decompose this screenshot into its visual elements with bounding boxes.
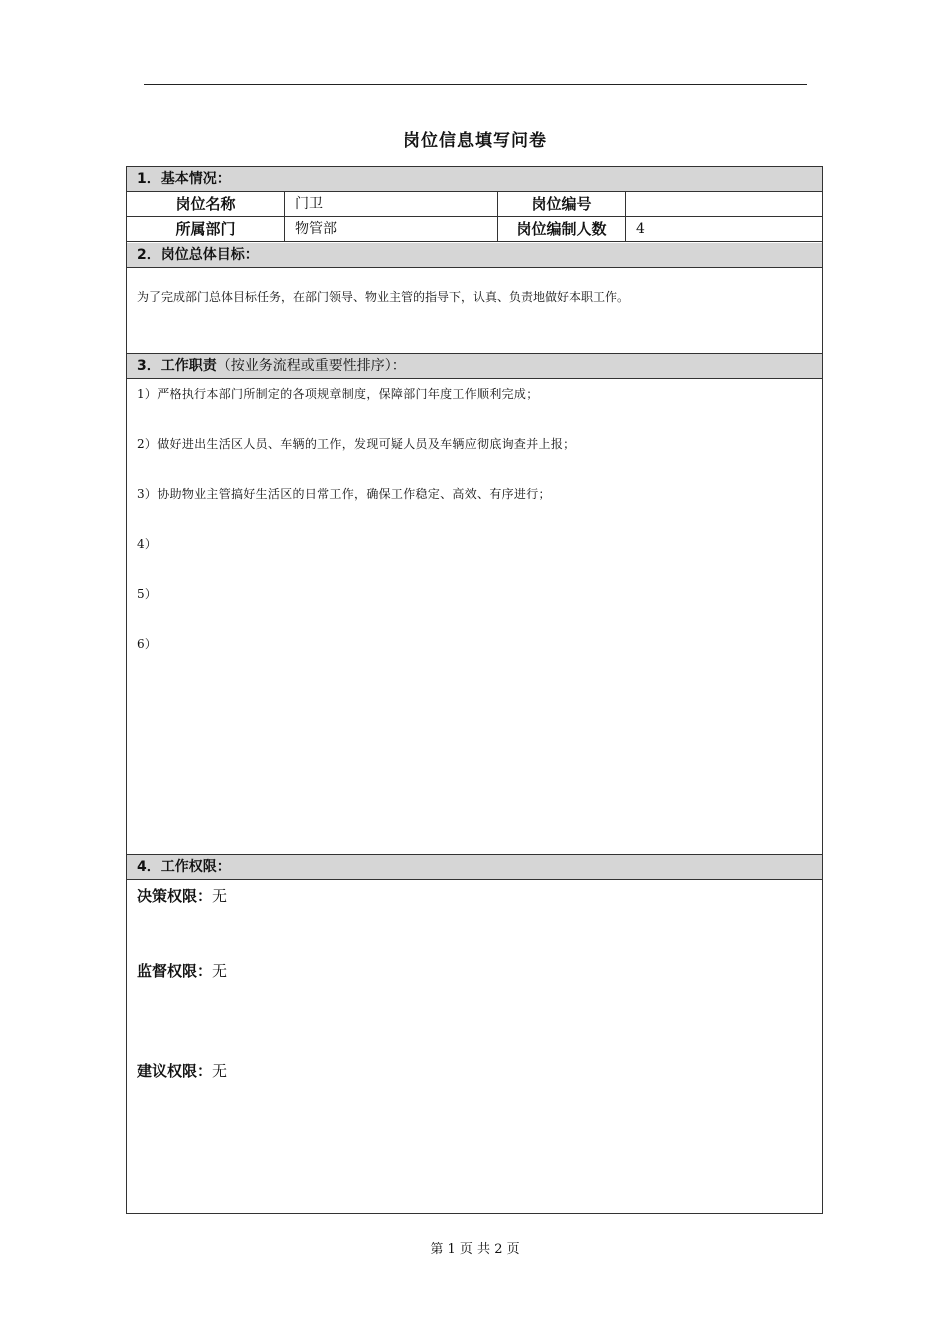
responsibilities-heading-bold: 3．工作职责 — [137, 358, 217, 374]
suggestion-authority-value: 无 — [212, 1062, 228, 1080]
decision-authority-value: 无 — [212, 887, 228, 905]
duty-item: 4） — [137, 537, 158, 551]
decision-authority-label: 决策权限： — [137, 887, 213, 905]
basic-info-row-2 — [127, 217, 822, 242]
duty-item: 5） — [137, 587, 158, 601]
decision-authority — [137, 885, 227, 906]
section-responsibilities-heading — [127, 354, 822, 379]
header-rule — [144, 84, 807, 85]
section-basic-info-heading: 1．基本情况： — [127, 167, 822, 192]
headcount-value: 4 — [625, 217, 822, 241]
duty-item: 2）做好进出生活区人员、车辆的工作，发现可疑人员及车辆应彻底询查并上报； — [137, 437, 576, 451]
headcount-label: 岗位编制人数 — [497, 217, 625, 241]
responsibilities-heading-note: （按业务流程或重要性排序）： — [216, 358, 406, 374]
responsibilities-box — [127, 379, 822, 855]
department-value: 物管部 — [284, 217, 497, 241]
suggestion-authority-label: 建议权限： — [137, 1062, 213, 1080]
duty-item: 1）严格执行本部门所制定的各项规章制度，保障部门年度工作顺利完成； — [137, 387, 539, 401]
supervision-authority-value: 无 — [212, 962, 228, 980]
questionnaire-form — [126, 166, 823, 1214]
section-overall-goal-heading: 2．岗位总体目标： — [127, 243, 822, 268]
duty-item: 3）协助物业主管搞好生活区的日常工作，确保工作稳定、高效、有序进行； — [137, 487, 551, 501]
supervision-authority-label: 监督权限： — [137, 962, 213, 980]
document-title: 岗位信息填写问卷 — [403, 131, 547, 151]
position-name-label: 岗位名称 — [175, 195, 236, 213]
suggestion-authority — [137, 1060, 227, 1081]
position-name-value: 门卫 — [284, 192, 497, 216]
supervision-authority — [137, 960, 227, 981]
basic-info-row-1 — [127, 192, 822, 217]
department-label: 所属部门 — [175, 220, 236, 238]
page-footer: 第 1 页 共 2 页 — [430, 1242, 520, 1257]
position-code-value — [625, 192, 822, 216]
section-authority-heading: 4．工作权限： — [127, 855, 822, 880]
duty-item: 6） — [137, 637, 158, 651]
position-code-label: 岗位编号 — [497, 192, 625, 216]
overall-goal-text: 为了完成部门总体目标任务，在部门领导、物业主管的指导下，认真、负责地做好本职工作。 — [137, 290, 630, 304]
authority-box — [127, 880, 822, 1213]
overall-goal-box — [127, 268, 822, 354]
